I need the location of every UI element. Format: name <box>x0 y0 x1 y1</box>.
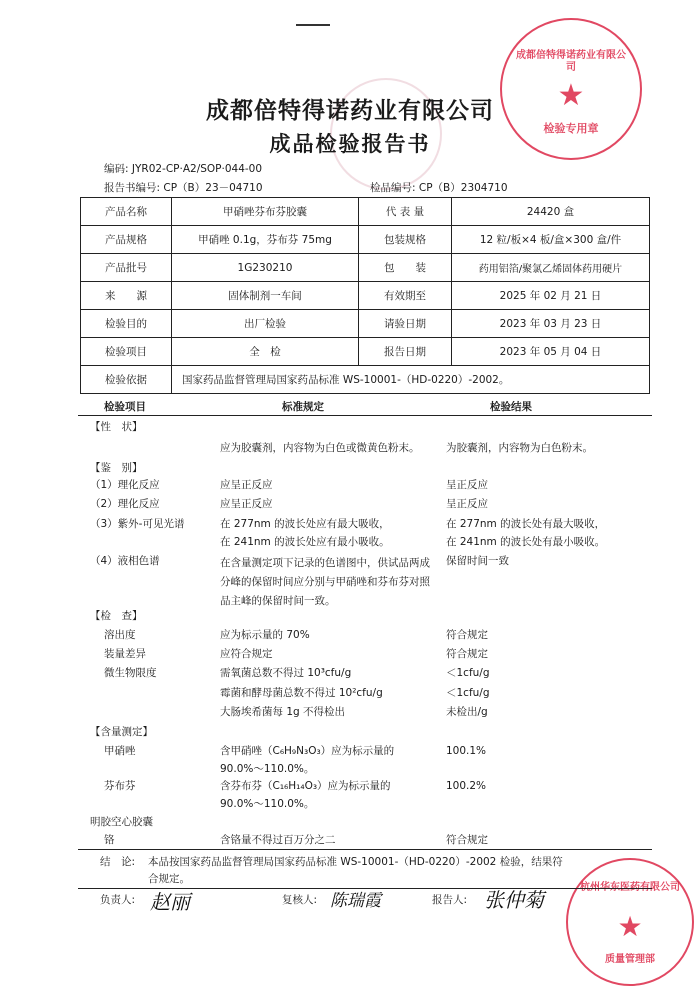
batch-qty-label: 代 表 量 <box>359 198 452 226</box>
section-checks: 【检 查】 <box>90 610 143 622</box>
properties-result: 为胶囊剂，内容物为白色粉末。 <box>446 442 593 454</box>
ident-3-result-1: 在 277nm 的波长处有最大吸收， <box>446 518 606 530</box>
pack-spec-label: 包装规格 <box>359 226 452 254</box>
seal-star-icon: ★ <box>557 78 585 113</box>
purpose-value: 出厂检验 <box>172 310 359 338</box>
company-title: 成都倍特得诺药业有限公司 <box>206 98 494 124</box>
doc-code-value: JYR02-CP·A2/SOP·044-00 <box>131 163 263 175</box>
assay-2-standard-1: 含芬布芬（C₁₆H₁₄O₃）应为标示量的 <box>220 780 391 792</box>
table-row <box>81 254 650 282</box>
ident-2-result: 呈正反应 <box>446 498 488 510</box>
batch-qty-value: 24420 盒 <box>452 198 650 226</box>
doc-code-label: 编码: <box>104 163 129 175</box>
package-label: 包 装 <box>359 254 452 282</box>
inspection-number-label: 检品编号: <box>370 182 416 194</box>
seal-company-text: 杭州华东医药有限公司 <box>580 882 680 893</box>
lot-value: 1G230210 <box>172 254 359 282</box>
dissolution-result: 符合规定 <box>446 629 488 641</box>
dissolution-standard: 应为标示量的 70% <box>220 629 310 641</box>
dissolution-item: 溶出度 <box>104 629 136 641</box>
ident-4-result: 保留时间一致 <box>446 555 509 567</box>
seal-sub-text: 质量管理部 <box>605 954 655 965</box>
ident-3-standard-1: 在 277nm 的波长处应有最大吸收， <box>220 518 390 530</box>
reporter-signature: 张仲菊 <box>484 888 544 912</box>
table-row <box>81 226 650 254</box>
table-row <box>81 366 650 394</box>
ident-3-standard-2: 在 241nm 的波长处应有最小吸收。 <box>220 536 390 548</box>
table-row <box>81 310 650 338</box>
ident-1-result: 呈正反应 <box>446 479 488 491</box>
micro-result-1: ＜1cfu/g <box>446 667 490 679</box>
assay-2-standard-2: 90.0%～110.0%。 <box>220 798 315 810</box>
package-value: 药用铝箔/聚氯乙烯固体药用硬片 <box>452 254 650 282</box>
seal-company-text: 成都倍特得诺药业有限公司 <box>516 50 626 73</box>
assay-1-standard-1: 含甲硝唑（C₆H₉N₃O₃）应为标示量的 <box>220 745 395 757</box>
seal-sub-text: 检验专用章 <box>543 122 599 135</box>
chromium-result: 符合规定 <box>446 834 488 846</box>
source-value: 固体制剂一车间 <box>172 282 359 310</box>
basis-value: 国家药品监督管理局国家药品标准 WS-10001-（HD-0220）-2002。 <box>172 366 650 394</box>
spec-label: 产品规格 <box>81 226 172 254</box>
weight-result: 符合规定 <box>446 648 488 660</box>
reporter-label: 报告人: <box>432 894 468 906</box>
report-number-label: 报告书编号: <box>104 182 161 194</box>
assay-1-item: 甲硝唑 <box>104 745 136 757</box>
ident-3-item: （3）紫外-可见光谱 <box>90 518 185 530</box>
spec-value: 甲硝唑 0.1g，芬布芬 75mg <box>172 226 359 254</box>
conclusion-label: 结 论: <box>100 856 136 868</box>
properties-standard: 应为胶囊剂，内容物为白色或微黄色粉末。 <box>220 442 420 454</box>
report-date-label: 报告日期 <box>359 338 452 366</box>
seal-star-icon: ★ <box>617 910 643 943</box>
micro-standard-2: 霉菌和酵母菌总数不得过 10²cfu/g <box>220 687 383 699</box>
ident-4-item: （4）液相色谱 <box>90 555 160 567</box>
assay-2-result: 100.2% <box>446 780 487 792</box>
capsule-label: 明胶空心胶囊 <box>90 816 153 828</box>
report-number <box>104 180 263 195</box>
results-header-result: 检验结果 <box>490 401 532 413</box>
chromium-item: 铬 <box>104 834 115 846</box>
expiry-value: 2025 年 02 月 21 日 <box>452 282 650 310</box>
inspection-number <box>370 180 508 195</box>
table-row <box>81 282 650 310</box>
assay-1-standard-2: 90.0%～110.0%。 <box>220 763 315 775</box>
reviewer-signature: 陈瑞霞 <box>330 891 381 911</box>
items-label: 检验项目 <box>81 338 172 366</box>
report-date-value: 2023 年 05 月 04 日 <box>452 338 650 366</box>
doc-code <box>104 161 262 176</box>
pack-spec-value: 12 粒/板×4 板/盒×300 盒/件 <box>452 226 650 254</box>
chromium-standard: 含铬量不得过百万分之二 <box>220 834 336 846</box>
section-assay: 【含量测定】 <box>90 726 153 738</box>
ident-2-item: （2）理化反应 <box>90 498 160 510</box>
table-row <box>81 338 650 366</box>
micro-item: 微生物限度 <box>104 667 157 679</box>
request-date-label: 请验日期 <box>359 310 452 338</box>
conclusion-divider <box>78 849 652 850</box>
section-identification: 【鉴 别】 <box>90 462 143 474</box>
ident-4-standard: 在含量测定项下记录的色谱图中，供试品两成分峰的保留时间应分别与甲硝唑和芬布芬对照品主峰的保留时间一致。 <box>220 557 430 607</box>
basis-label: 检验依据 <box>81 366 172 394</box>
purpose-label: 检验目的 <box>81 310 172 338</box>
product-name-value: 甲硝唑芬布芬胶囊 <box>172 198 359 226</box>
binding-mark <box>296 24 330 26</box>
assay-2-item: 芬布芬 <box>104 780 136 792</box>
weight-item: 装量差异 <box>104 648 146 660</box>
results-header-standard: 标准规定 <box>282 401 324 413</box>
ident-3-result-2: 在 241nm 的波长处有最小吸收。 <box>446 536 606 548</box>
section-properties: 【性 状】 <box>90 421 143 433</box>
micro-standard-3: 大肠埃希菌每 1g 不得检出 <box>220 706 346 718</box>
document-title: 成品检验报告书 <box>269 132 431 156</box>
ident-1-item: （1）理化反应 <box>90 479 160 491</box>
conclusion-text-2: 合规定。 <box>148 873 190 885</box>
quality-seal-stamp <box>566 858 694 986</box>
reviewer-label: 复核人: <box>282 894 318 906</box>
product-info-table <box>80 197 650 394</box>
product-name-label: 产品名称 <box>81 198 172 226</box>
source-label: 来 源 <box>81 282 172 310</box>
items-value: 全 检 <box>172 338 359 366</box>
ident-2-standard: 应呈正反应 <box>220 498 273 510</box>
micro-result-2: ＜1cfu/g <box>446 687 490 699</box>
weight-standard: 应符合规定 <box>220 648 273 660</box>
expiry-label: 有效期至 <box>359 282 452 310</box>
inspection-number-value: CP（B）2304710 <box>418 182 508 194</box>
micro-result-3: 未检出/g <box>446 706 488 718</box>
owner-label: 负责人: <box>100 894 136 906</box>
assay-1-result: 100.1% <box>446 745 487 757</box>
ident-1-standard: 应呈正反应 <box>220 479 273 491</box>
results-header-divider <box>78 415 652 416</box>
results-header-item: 检验项目 <box>104 401 146 413</box>
conclusion-text-1: 本品按国家药品监督管理局国家药品标准 WS-10001-（HD-0220）-2002 检验，结果符 <box>148 856 563 868</box>
report-number-value: CP（B）23－04710 <box>163 182 263 194</box>
owner-signature: 赵丽 <box>150 890 190 914</box>
lot-label: 产品批号 <box>81 254 172 282</box>
request-date-value: 2023 年 03 月 23 日 <box>452 310 650 338</box>
table-row <box>81 198 650 226</box>
micro-standard-1: 需氧菌总数不得过 10³cfu/g <box>220 667 352 679</box>
